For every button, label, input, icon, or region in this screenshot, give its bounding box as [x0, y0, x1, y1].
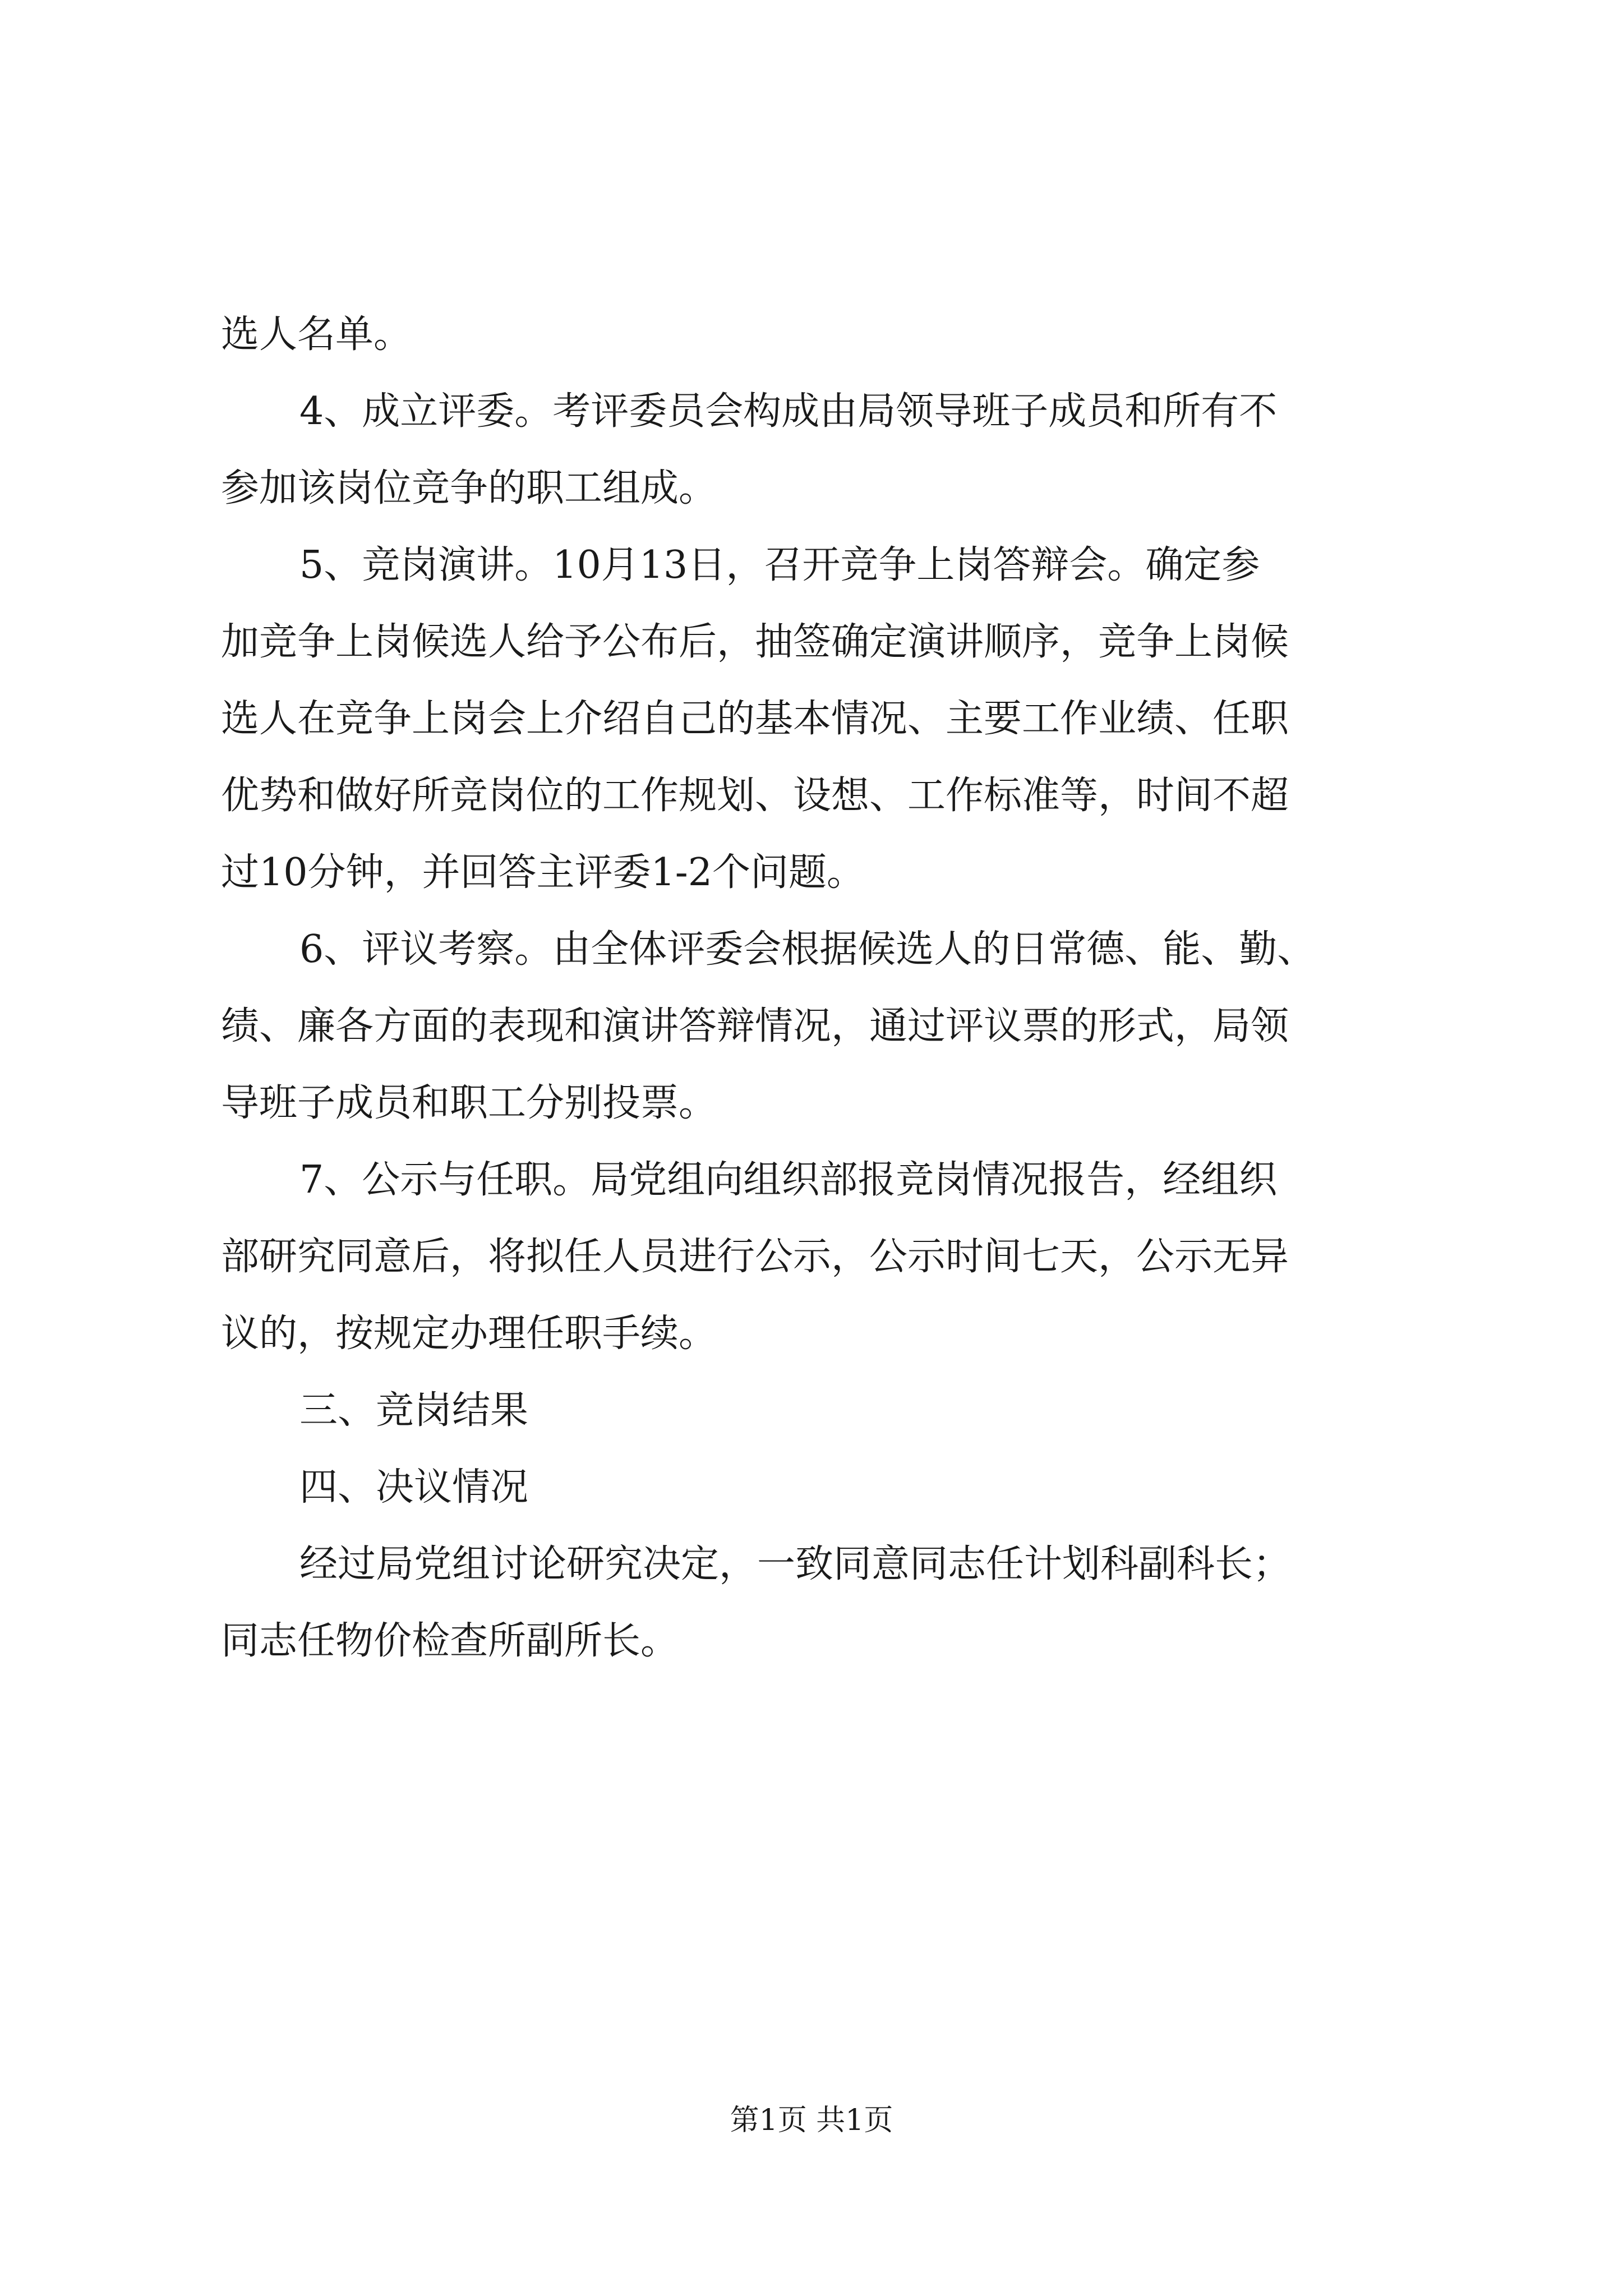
- paragraph-item-7-line-2: 部研究同意后，将拟任人员进行公示，公示时间七天，公示无异: [221, 1235, 1289, 1279]
- paragraph-item-6-line-2: 绩、廉各方面的表现和演讲答辩情况，通过评议票的形式，局领: [221, 1004, 1289, 1048]
- paragraph-item-6-line-3: 导班子成员和职工分别投票。: [221, 1081, 717, 1125]
- resolution-line-2: 同志任物价检查所副所长。: [221, 1619, 679, 1663]
- document-body: [221, 296, 1455, 1680]
- paragraph-item-4-line-2: 参加该岗位竞争的职工组成。: [221, 466, 717, 510]
- paragraph-item-7-line-3: 议的，按规定办理任职手续。: [221, 1312, 717, 1356]
- paragraph-item-5-line-1: 5、竞岗演讲。10月13日，召开竞争上岗答辩会。确定参: [299, 543, 1260, 587]
- paragraph-item-5-line-4: 优势和做好所竞岗位的工作规划、设想、工作标准等，时间不超: [221, 774, 1289, 818]
- paragraph-item-5-line-5: 过10分钟，并回答主评委1-2个问题。: [221, 850, 865, 895]
- paragraph-item-6-line-1: 6、评议考察。由全体评委会根据候选人的日常德、能、勤、: [299, 927, 1316, 972]
- paragraph-item-5-line-3: 选人在竞争上岗会上介绍自己的基本情况、主要工作业绩、任职: [221, 697, 1289, 741]
- paragraph-item-5-line-2: 加竞争上岗候选人给予公布后，抽签确定演讲顺序，竞争上岗候: [221, 620, 1289, 664]
- paragraph-item-4-line-1: 4、成立评委。考评委员会构成由局领导班子成员和所有不: [299, 389, 1278, 434]
- text-line: 选人名单。: [221, 312, 412, 357]
- page-number-footer: 第1页 共1页: [730, 2104, 893, 2137]
- resolution-line-1: 经过局党组讨论研究决定，一致同意同志任计划科副科长；: [299, 1542, 1292, 1586]
- section-heading-results: 三、竞岗结果: [299, 1388, 529, 1433]
- section-heading-resolution: 四、决议情况: [299, 1465, 529, 1510]
- paragraph-item-7-line-1: 7、公示与任职。局党组向组织部报竞岗情况报告，经组织: [299, 1158, 1278, 1202]
